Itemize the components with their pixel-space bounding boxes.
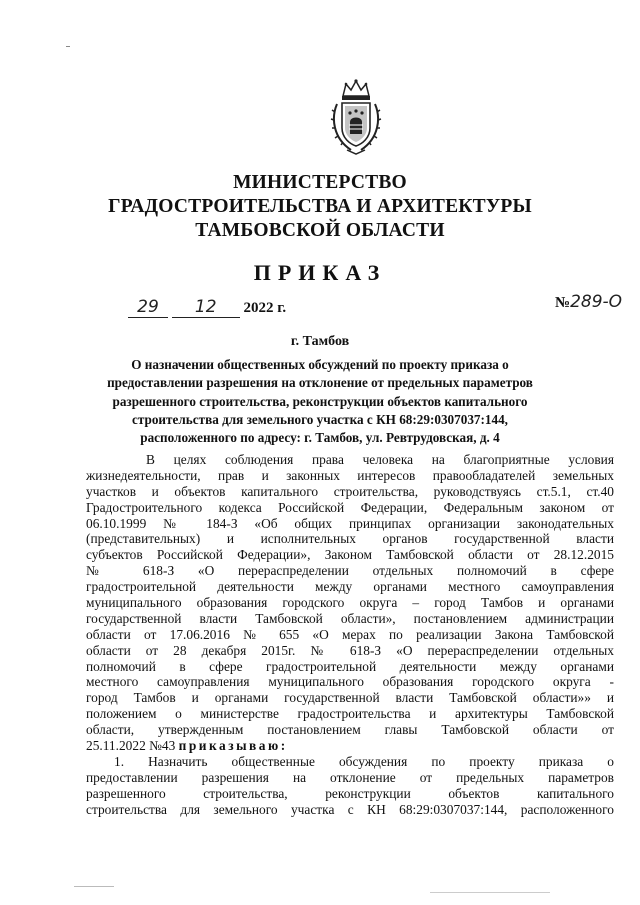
- subject-line: расположенного по адресу: г. Тамбов, ул. Ревтрудовская, д. 4: [140, 430, 500, 446]
- subject-line: строительства для земельного участка с КН 68:29:0307037:144,: [132, 411, 508, 427]
- ministry-line-2: ГРАДОСТРОИТЕЛЬСТВА И АРХИТЕКТУРЫ: [108, 196, 532, 217]
- order-date: [128, 297, 286, 318]
- ministry-line-3: ТАМБОВСКОЙ ОБЛАСТИ: [195, 220, 445, 241]
- item-1-line: строительства для земельного участка с КН 68:29:0307037:144, расположенного: [86, 801, 614, 817]
- ministry-line-1: МИНИСТЕРСТВО: [233, 172, 407, 193]
- order-body: [86, 452, 614, 817]
- date-month: 12: [172, 297, 240, 318]
- body-line: местного самоуправления муниципального образования городского округа -: [86, 674, 614, 690]
- number-value: 289-О: [570, 292, 623, 312]
- order-subject: [80, 356, 560, 447]
- scan-speck: [430, 892, 550, 893]
- item-1-line: разрешенного строительства, реконструкции объектов капитального: [86, 785, 614, 801]
- body-line: (представительных) и исполнительных органов государственной власти: [86, 531, 614, 547]
- item-1-line: 1. Назначить общественные обсуждения по проекту приказа о: [114, 753, 614, 769]
- scan-speck: [74, 886, 114, 887]
- body-line: участков и объектов капитального строительства, руководствуясь ст.5.1, ст.40: [86, 483, 614, 499]
- city: г. Тамбов: [290, 334, 350, 349]
- document-type: ПРИКАЗ: [253, 260, 387, 285]
- body-line-order-formula: [86, 738, 614, 754]
- number-prefix: №: [555, 295, 571, 311]
- body-line: субъектов Российской Федерации», Законом Тамбовской области от 28.12.2015: [86, 547, 614, 563]
- date-year: 2022 г.: [243, 300, 287, 316]
- item-1-line: предоставлении разрешения на отклонение от предельных параметров: [86, 769, 614, 785]
- body-line: 06.10.1999 № 184-З «Об общих принципах организации законодательных: [86, 515, 614, 531]
- date-day: 29: [128, 297, 168, 318]
- body-line: полномочий в сфере градостроительной деятельности между органами: [86, 658, 614, 674]
- scan-speck: [66, 46, 70, 47]
- body-line: Градостроительного кодекса Российской Федерации, Федеральным законом от: [86, 499, 614, 515]
- body-line: государственной власти Тамбовской области», постановлением администрации: [86, 610, 614, 626]
- decree-reference: 25.11.2022 №43: [86, 738, 179, 754]
- body-line: градостроительной деятельности между органами местного самоуправления: [86, 579, 614, 595]
- body-line: город Тамбов и органами государственной власти Тамбовской области»» и: [86, 690, 614, 706]
- body-line: муниципального образования городского округа – город Тамбов и органами: [86, 595, 614, 611]
- subject-line: предоставлении разрешения на отклонение от предельных параметров: [107, 375, 533, 391]
- body-line: В целях соблюдения права человека на благоприятные условия: [146, 452, 614, 467]
- subject-line: разрешенного строительства, реконструкции объектов капитального: [112, 393, 528, 409]
- body-line: области, утвержденным постановлением главы Тамбовской области от: [86, 722, 614, 738]
- body-line: области от 28 декабря 2015г. № 618-З «О перераспределении отдельных: [86, 642, 614, 658]
- tambov-region-coat-of-arms-icon: [329, 78, 383, 156]
- subject-line: О назначении общественных обсуждений по проекту приказа о: [131, 357, 509, 372]
- body-line: области от 17.06.2016 № 655 «О мерах по реализации Закона Тамбовской: [86, 626, 614, 642]
- order-word: приказываю:: [178, 738, 288, 754]
- order-number: [555, 292, 622, 312]
- ministry-name: [0, 171, 640, 243]
- body-line: положением о министерстве градостроительства и архитектуры Тамбовской: [86, 706, 614, 722]
- body-line: жизнедеятельности, прав и законных интересов правообладателей земельных: [86, 467, 614, 483]
- body-line: № 618-З «О перераспределении отдельных полномочий в сфере: [86, 563, 614, 579]
